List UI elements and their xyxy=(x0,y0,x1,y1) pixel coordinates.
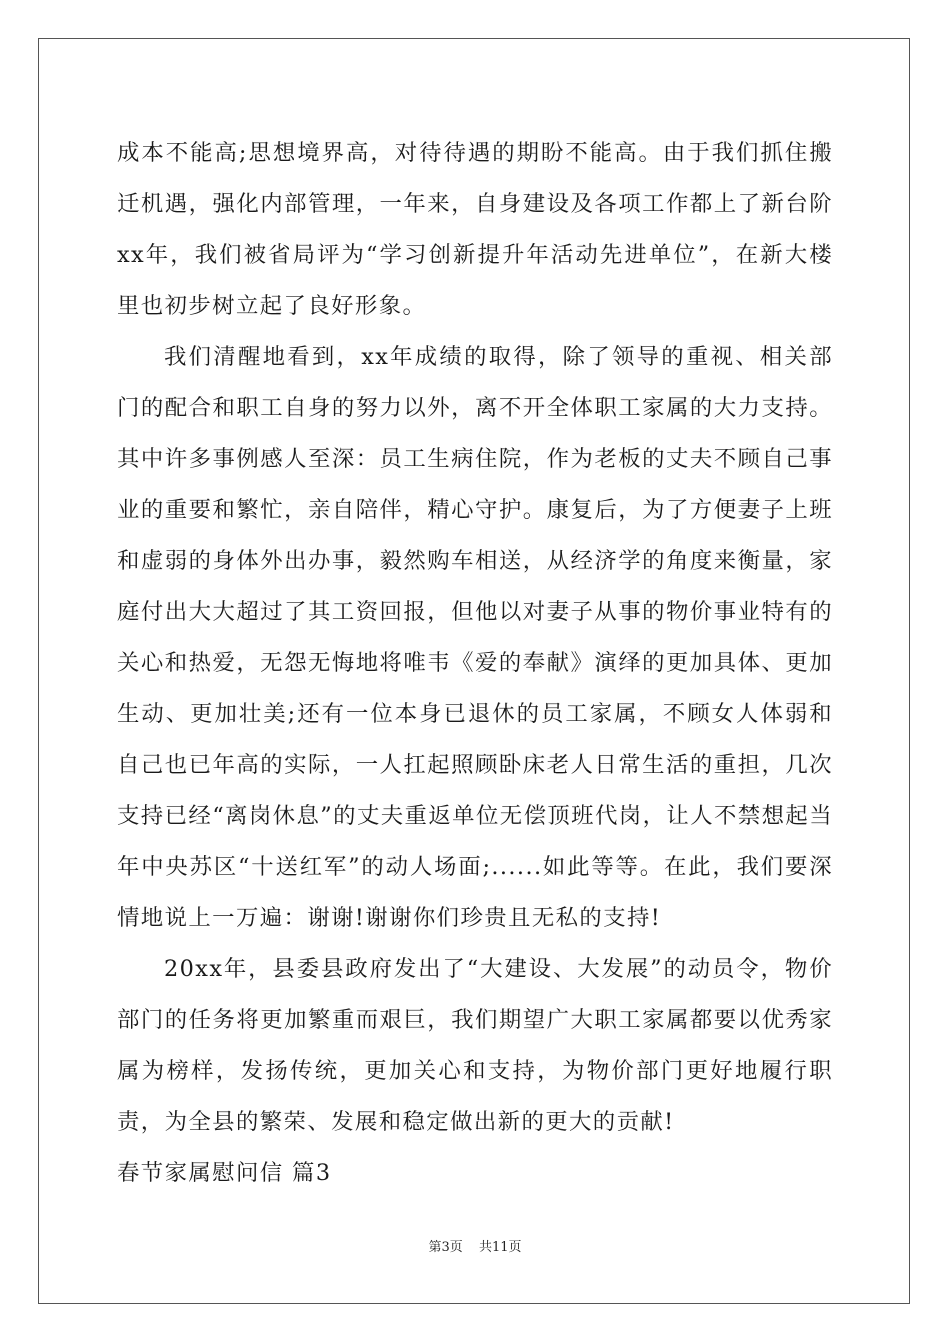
page-number: 第3页 xyxy=(428,1240,463,1255)
document-body xyxy=(117,128,833,1199)
paragraph-3: 20xx年，县委县政府发出了“大建设、大发展”的动员令，物价部门的任务将更加繁重而艰巨，我们期望广大职工家属都要以优秀家属为榜样，发扬传统，更加关心和支持，为物价部门更好地履行职责，为全县的繁荣、发展和稳定做出新的更大的贡献! xyxy=(117,956,833,1135)
paragraph-2: 我们清醒地看到，xx年成绩的取得，除了领导的重视、相关部门的配合和职工自身的努力以外，离不开全体职工家属的大力支持。其中许多事例感人至深：员工生病住院，作为老板的丈夫不顾自己事业的重要和繁忙，亲自陪伴，精心守护。康复后，为了方便妻子上班和虚弱的身体外出办事，毅然购车相送，从经济学的角度来衡量，家庭付出大大超过了其工资回报，但他以对妻子从事的物价事业特有的关心和热爱，无怨无悔地将唯韦《爱的奉献》演绎的更加具体、更加生动、更加壮美;还有一位本身已退休的员工家属，不顾女人体弱和自己也已年高的实际，一人扛起照顾卧床老人日常生活的重担，几次支持已经“离岗休息”的丈夫重返单位无偿顶班代岗，让人不禁想起当年中央苏区“十送红军”的动人场面;......如此等等。在此，我们要深情地说上一万遍：谢谢!谢谢你们珍贵且无私的支持! xyxy=(117,344,833,931)
paragraph-1: 成本不能高;思想境界高，对待待遇的期盼不能高。由于我们抓住搬迁机遇，强化内部管理，一年来，自身建设及各项工作都上了新台阶xx年，我们被省局评为“学习创新提升年活动先进单位”，在新大楼里也初步树立起了良好形象。 xyxy=(117,140,833,319)
total-pages: 共11页 xyxy=(478,1240,522,1255)
section-heading: 春节家属慰问信 篇3 xyxy=(117,1160,332,1186)
page-footer xyxy=(0,1236,950,1255)
